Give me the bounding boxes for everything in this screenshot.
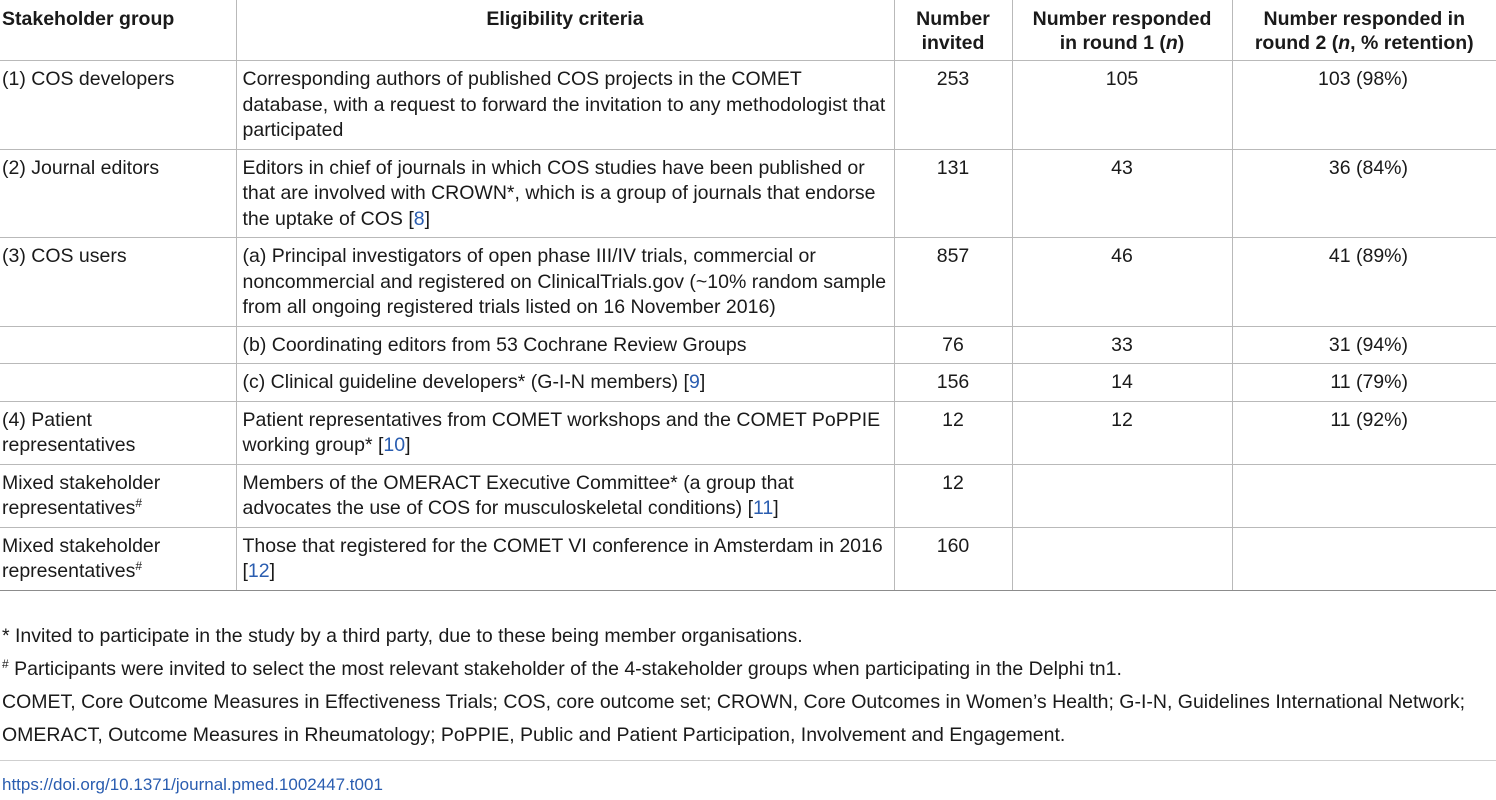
cell-invited: 160 [894, 527, 1012, 590]
header-number-invited: Number invited [894, 0, 1012, 61]
cell-group: (4) Patient representatives [0, 401, 236, 464]
divider [0, 760, 1496, 761]
cell-invited: 12 [894, 464, 1012, 527]
cell-invited: 76 [894, 326, 1012, 364]
cell-round1: 12 [1012, 401, 1232, 464]
header-responded-round2: Number responded in round 2 (n, % retention) [1232, 0, 1496, 61]
cell-round1: 46 [1012, 238, 1232, 327]
reference-link[interactable]: 10 [383, 434, 406, 456]
footnote-mark: # [135, 559, 143, 573]
table-row [0, 401, 1496, 464]
criteria-end: ] [773, 497, 779, 519]
cell-invited: 12 [894, 401, 1012, 464]
cell-round1 [1012, 464, 1232, 527]
cell-round2: 41 (89%) [1232, 238, 1496, 327]
cell-invited: 857 [894, 238, 1012, 327]
criteria-end: ] [699, 371, 706, 393]
cell-round2 [1232, 464, 1496, 527]
cell-round2: 31 (94%) [1232, 326, 1496, 364]
cell-invited: 131 [894, 149, 1012, 238]
cell-round1 [1012, 527, 1232, 590]
cell-round2: 103 (98%) [1232, 61, 1496, 150]
table-row [0, 149, 1496, 238]
table-row [0, 326, 1496, 364]
cell-round1: 14 [1012, 364, 1232, 402]
reference-link[interactable]: 11 [753, 497, 774, 519]
criteria-end: ] [405, 434, 411, 456]
table-row [0, 61, 1496, 150]
footnote-mark: # [135, 496, 143, 510]
footnote-abbreviations: COMET, Core Outcome Measures in Effectiveness Trials; COS, core outcome set; CROWN, Core Outcomes in Women’s Health; G-I-N, Guidelines International Network; OMERACT, Outcome Measures in Rheumatology; PoPPIE, Public and Patient Participation, Involvement and Engagement. [2, 691, 1466, 746]
cell-criteria [236, 527, 894, 590]
header-eligibility-criteria: Eligibility criteria [236, 0, 894, 61]
footnote-star: * Invited to participate in the study by a third party, due to these being member organisations. [2, 625, 803, 647]
cell-group [0, 326, 236, 364]
cell-criteria [236, 401, 894, 464]
table-row [0, 238, 1496, 327]
cell-criteria: (a) Principal investigators of open phase III/IV trials, commercial or noncommercial and registered on ClinicalTrials.gov (~10% random sample from all ongoing registered trials listed on 16 November 2016) [236, 238, 894, 327]
cell-group [0, 364, 236, 402]
criteria-text: (c) Clinical guideline developers* (G-I-N members) [ [242, 371, 689, 393]
cell-round2: 11 (92%) [1232, 401, 1496, 464]
cell-criteria: Corresponding authors of published COS projects in the COMET database, with a request to forward the invitation to any methodologist that participated [236, 61, 894, 150]
cell-round1: 43 [1012, 149, 1232, 238]
table-footnotes [2, 620, 1492, 752]
cell-criteria [236, 364, 894, 402]
cell-round2: 36 (84%) [1232, 149, 1496, 238]
reference-link[interactable]: 9 [688, 371, 700, 393]
cell-criteria: (b) Coordinating editors from 53 Cochrane Review Groups [236, 326, 894, 364]
cell-group: (2) Journal editors [0, 149, 236, 238]
criteria-end: ] [269, 560, 276, 582]
criteria-text: Patient representatives from COMET workshops and the COMET PoPPIE working group* [ [242, 408, 881, 456]
cell-group: (1) COS developers [0, 61, 236, 150]
header-row [0, 0, 1496, 61]
cell-group [0, 464, 236, 527]
table-row [0, 364, 1496, 402]
cell-round2 [1232, 527, 1496, 590]
cell-criteria [236, 464, 894, 527]
table-row [0, 464, 1496, 527]
criteria-text: Editors in chief of journals in which COS studies have been published or that are involved with CROWN*, which is a group of journals that endorse the uptake of COS [ [242, 156, 876, 230]
cell-round2: 11 (79%) [1232, 364, 1496, 402]
reference-link[interactable]: 8 [413, 207, 425, 230]
cell-group: (3) COS users [0, 238, 236, 327]
cell-criteria [236, 149, 894, 238]
cell-round1: 33 [1012, 326, 1232, 364]
criteria-text: Those that registered for the COMET VI conference in Amsterdam in 2016 [ [242, 534, 883, 582]
footnote-hash-text: Participants were invited to select the most relevant stakeholder of the 4-stakeholder groups when participating in the Delphi tn1. [8, 658, 1122, 680]
cell-group [0, 527, 236, 590]
footnote-hash [2, 653, 1492, 686]
doi-link[interactable]: https://doi.org/10.1371/journal.pmed.1002447.t001 [2, 775, 383, 794]
cell-invited: 156 [894, 364, 1012, 402]
reference-link[interactable]: 12 [247, 560, 270, 582]
header-stakeholder-group: Stakeholder group [0, 0, 236, 61]
cell-round1: 105 [1012, 61, 1232, 150]
criteria-text: Members of the OMERACT Executive Committee* (a group that advocates the use of COS for musculoskeletal conditions) [ [242, 471, 794, 519]
criteria-end: ] [424, 207, 431, 230]
cell-invited: 253 [894, 61, 1012, 150]
footnote-hash-mark: # [2, 657, 9, 671]
group-text: Mixed stakeholder representatives [2, 534, 161, 582]
header-responded-round1: Number responded in round 1 (n) [1012, 0, 1232, 61]
table-row [0, 527, 1496, 590]
group-text: Mixed stakeholder representatives [2, 471, 161, 519]
